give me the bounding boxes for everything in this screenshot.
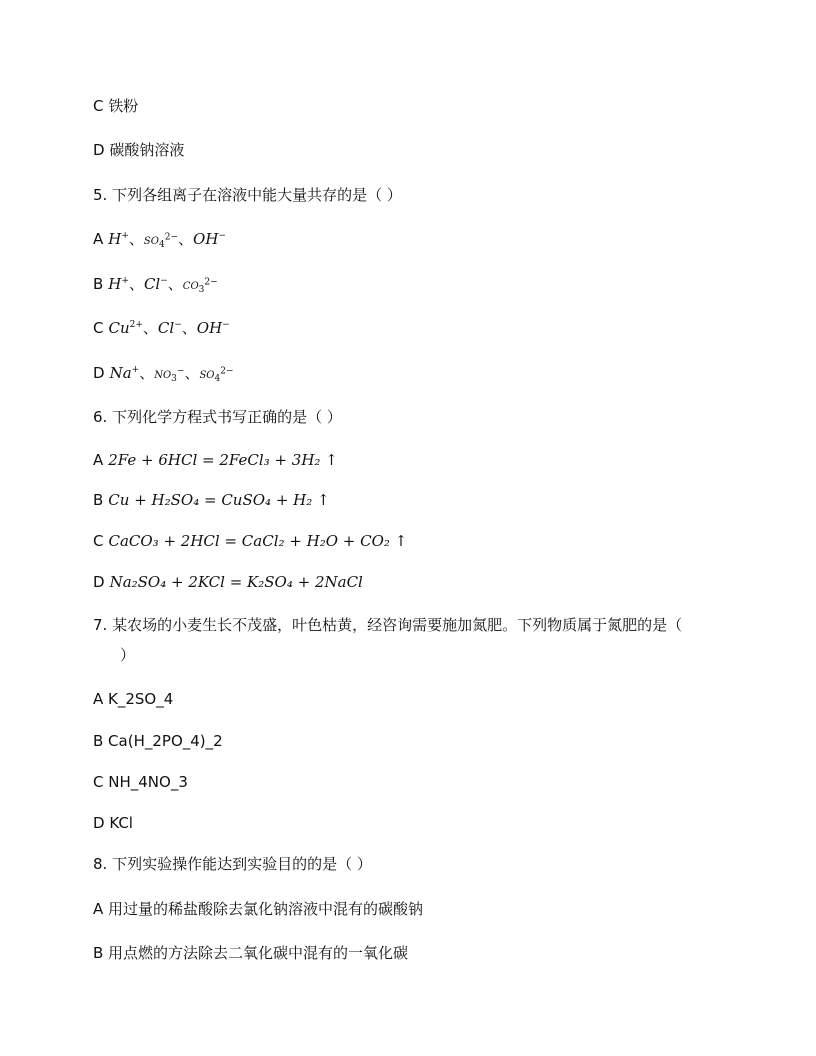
- separator: 、: [128, 275, 144, 293]
- ion-2: Cl−: [157, 319, 182, 337]
- ion-3: $SO_4^{2-}$: [199, 366, 234, 384]
- option-letter: A: [93, 230, 104, 248]
- q7-option-b: B Ca(H_2PO_4)_2: [93, 732, 223, 750]
- option-letter: D: [93, 364, 105, 382]
- ion-1: $Cu^{2+}$: [108, 319, 143, 337]
- separator: 、: [139, 364, 155, 382]
- q6-stem: 6. 下列化学方程式书写正确的是（ ）: [93, 408, 342, 426]
- ion-3: OH−: [196, 319, 230, 337]
- q6-option-b: [93, 490, 330, 510]
- q6-option-c: [93, 531, 407, 551]
- q7-option-a: A K_2SO_4: [93, 690, 174, 708]
- ion-3: OH−: [193, 230, 226, 248]
- ion-1: H+: [108, 275, 129, 293]
- option-letter: A: [93, 451, 104, 469]
- q5-option-a: [93, 229, 226, 252]
- q8-option-a: A 用过量的稀盐酸除去氯化钠溶液中混有的碳酸钠: [93, 900, 424, 918]
- ion-3: $CO_3^{2-}$: [182, 277, 218, 295]
- q5-stem: 5. 下列各组离子在溶液中能大量共存的是（ ）: [93, 186, 402, 204]
- option-letter: D: [93, 573, 105, 591]
- q7-option-d: D KCl: [93, 814, 133, 832]
- option-letter: B: [93, 491, 104, 509]
- separator: 、: [142, 319, 158, 337]
- separator: 、: [128, 230, 144, 248]
- option-letter: C: [93, 532, 104, 550]
- separator: 、: [184, 364, 200, 382]
- q7-stem: 7. 某农场的小麦生长不茂盛，叶色枯黄，经咨询需要施加氮肥。下列物质属于氮肥的是（: [93, 616, 683, 634]
- ion-2: $SO_4^{2-}$: [143, 232, 178, 250]
- q7-option-c: C NH_4NO_3: [93, 773, 188, 791]
- q6-option-d: [93, 572, 363, 592]
- q8-stem: 8. 下列实验操作能达到实验目的的是（ ）: [93, 855, 372, 873]
- q6-option-a: [93, 450, 338, 470]
- q5-option-c: [93, 318, 230, 338]
- q4-option-d: D 碳酸钠溶液: [93, 141, 185, 159]
- ion-2: $NO_3^-$: [154, 366, 185, 384]
- separator: 、: [181, 319, 197, 337]
- ion-1: Na+: [109, 364, 140, 382]
- ion-2: Cl−: [143, 275, 168, 293]
- q5-option-b: [93, 274, 218, 297]
- option-letter: B: [93, 275, 104, 293]
- equation: CaCO₃ + 2HCl = CaCl₂ + H₂O + CO₂ ↑: [108, 532, 408, 550]
- separator: 、: [178, 230, 194, 248]
- equation: Na₂SO₄ + 2KCl = K₂SO₄ + 2NaCl: [109, 573, 363, 591]
- ion-1: H+: [108, 230, 129, 248]
- separator: 、: [167, 275, 183, 293]
- option-letter: C: [93, 319, 104, 337]
- equation: Cu + H₂SO₄ = CuSO₄ + H₂ ↑: [108, 491, 330, 509]
- q4-option-c: C 铁粉: [93, 97, 139, 115]
- equation: 2Fe + 6HCl = 2FeCl₃ + 3H₂ ↑: [108, 451, 338, 469]
- q8-option-b: B 用点燃的方法除去二氧化碳中混有的一氧化碳: [93, 944, 409, 962]
- q7-stem-continued: ）: [120, 646, 136, 664]
- q5-option-d: [93, 363, 234, 386]
